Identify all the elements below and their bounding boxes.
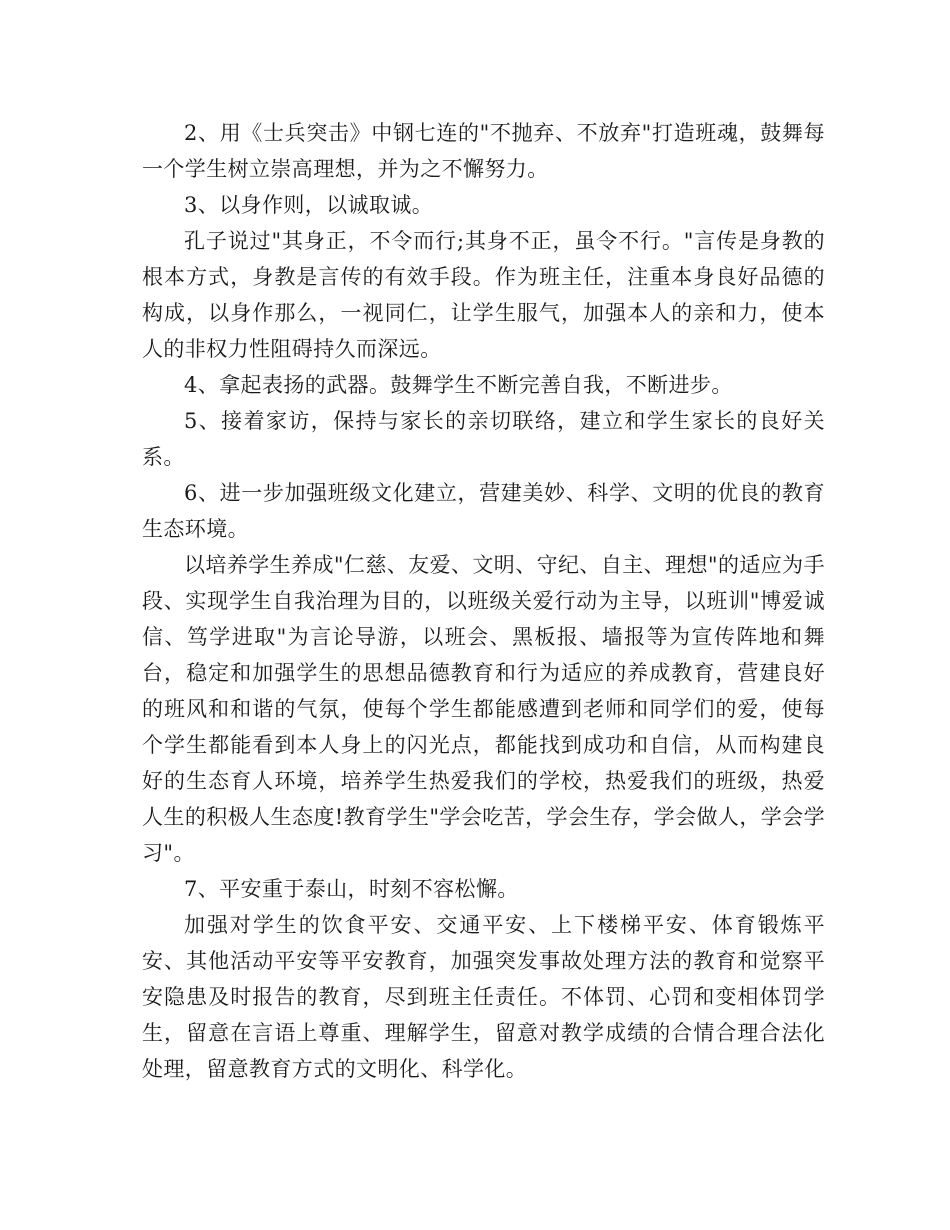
paragraph-class-culture: 以培养学生养成"仁慈、友爱、文明、守纪、自主、理想"的适应为手段、实现学生自我治理为目的，以班级关爱行动为主导，以班训"博爱诚信、笃学进取"为言论导游，以班会、黑板报、墙报等为宣传阵地和舞台，稳定和加强学生的思想品德教育和行为适应的养成教育，营建良好的班风和和谐的气氛，使每个学生都能感遭到老师和同学们的爱，使每个学生都能看到本人身上的闪光点，都能找到成功和自信，从而构建良好的生态育人环境，培养学生热爱我们的学校，热爱我们的班级，热爱人生的积极人生态度!教育学生"学会吃苦，学会生存，学会做人，学会学习"。: [142, 553, 825, 865]
paragraph-item-4: 4、拿起表扬的武器。鼓舞学生不断完善自我，不断进步。: [184, 373, 733, 397]
paragraph-item-5: 5、接着家访，保持与家长的亲切联络，建立和学生家长的良好关系。: [142, 409, 825, 469]
paragraph-confucius-quote: 孔子说过"其身正，不令而行;其身不正，虽令不行。"言传是身教的根本方式，身教是言传的有效手段。作为班主任，注重本身良好品德的构成，以身作那么，一视同仁，让学生服气，加强本人的亲和力，使本人的非权力性阻碍持久而深远。: [142, 229, 825, 361]
paragraph-item-3-heading: 3、以身作则，以诚取诚。: [184, 193, 434, 217]
document-body: [142, 115, 825, 1087]
paragraph-item-6-heading: 6、进一步加强班级文化建立，营建美妙、科学、文明的优良的教育生态环境。: [142, 481, 825, 541]
paragraph-safety-education: 加强对学生的饮食平安、交通平安、上下楼梯平安、体育锻炼平安、其他活动平安等平安教育，加强突发事故处理方法的教育和觉察平安隐患及时报告的教育，尽到班主任责任。不体罚、心罚和变相体罚学生，留意在言语上尊重、理解学生，留意对教学成绩的合情合理合法化处理，留意教育方式的文明化、科学化。: [142, 913, 825, 1081]
paragraph-item-7-heading: 7、平安重于泰山，时刻不容松懈。: [184, 877, 519, 901]
paragraph-item-2: 2、用《士兵突击》中钢七连的"不抛弃、不放弃"打造班魂，鼓舞每一个学生树立崇高理想，并为之不懈努力。: [142, 121, 825, 181]
